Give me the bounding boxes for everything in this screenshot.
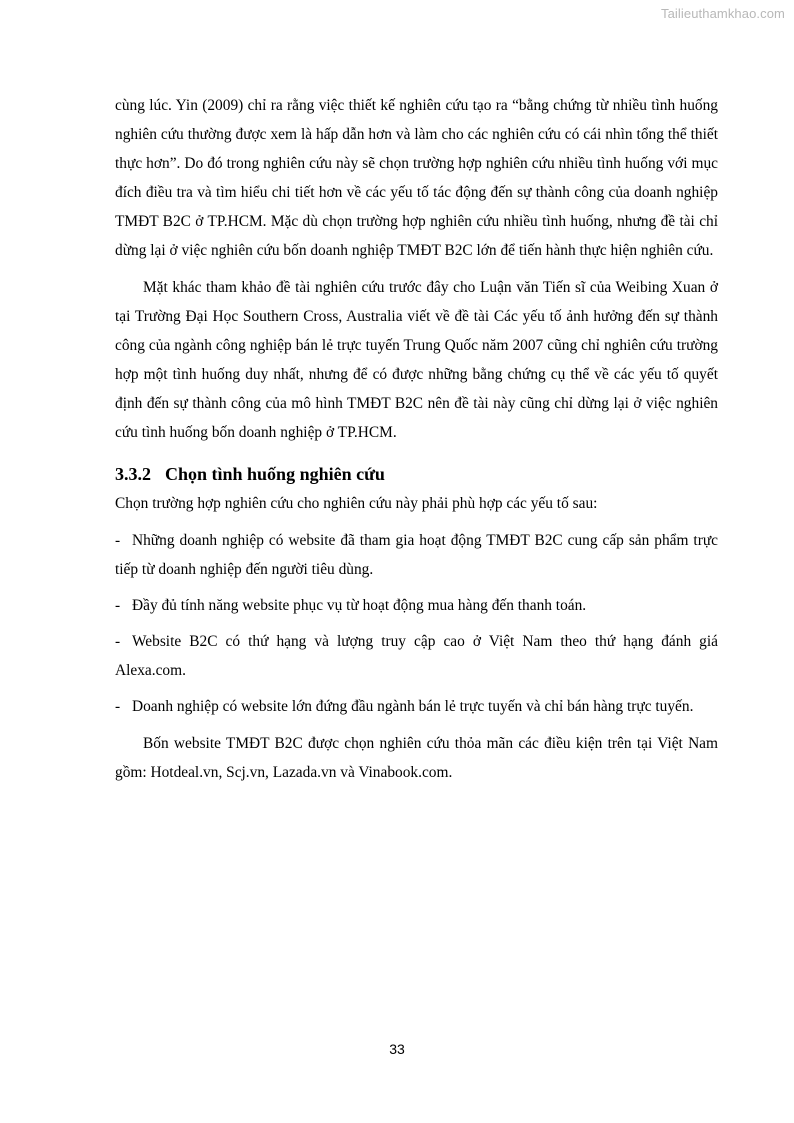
section-title: Chọn tình huống nghiên cứu bbox=[165, 464, 385, 484]
paragraph-2: Mặt khác tham khảo đề tài nghiên cứu trước đây cho Luận văn Tiến sĩ của Weibing Xuan ở tại Trường Đại Học Southern Cross, Australia viết về đề tài Các yếu tố ảnh hưởng đến sự thành công của ngành công nghiệp bán lẻ trực tuyến Trung Quốc năm 2007 cũng chỉ nghiên cứu trường hợp một tình huống duy nhất, nhưng để có được những bằng chứng cụ thể về các yếu tố quyết định đến sự thành công của mô hình TMĐT B2C nên đề tài này cũng chỉ dừng lại ở việc nghiên cứu tình huống bốn doanh nghiệp ở TP.HCM. bbox=[115, 279, 718, 441]
page-number: 33 bbox=[389, 1041, 405, 1057]
bullet-text: Doanh nghiệp có website lớn đứng đầu ngành bán lẻ trực tuyến và chỉ bán hàng trực tuyến. bbox=[132, 698, 694, 715]
watermark: Tailieuthamkhao.com bbox=[660, 6, 785, 21]
section-number: 3.3.2 bbox=[115, 464, 151, 484]
bullet-text: Website B2C có thứ hạng và lượng truy cập cao ở Việt Nam theo thứ hạng đánh giá Alexa.com. bbox=[115, 633, 718, 679]
bullet-dash: - bbox=[115, 698, 121, 715]
bullet-item bbox=[115, 526, 718, 584]
section-heading bbox=[115, 460, 718, 489]
paragraph-1: cùng lúc. Yin (2009) chỉ ra rằng việc thiết kế nghiên cứu tạo ra “bằng chứng từ nhiều tình huống nghiên cứu thường được xem là hấp dẫn hơn và làm cho các nghiên cứu có cái nhìn tổng thể thiết thực hơn”. Do đó trong nghiên cứu này sẽ chọn trường hợp nghiên cứu nhiều tình huống với mục đích điều tra và tìm hiểu chi tiết hơn về các yếu tố tác động đến sự thành công của doanh nghiệp TMĐT B2C ở TP.HCM. Mặc dù chọn trường hợp nghiên cứu nhiều tình huống, nhưng đề tài chỉ dừng lại ở việc nghiên cứu bốn doanh nghiệp TMĐT B2C lớn để tiến hành thực hiện nghiên cứu. bbox=[115, 97, 718, 259]
document-body bbox=[115, 91, 718, 787]
bullet-item bbox=[115, 692, 718, 721]
bullet-item bbox=[115, 591, 718, 620]
bullet-dash: - bbox=[115, 532, 121, 549]
bullet-text: Đầy đủ tính năng website phục vụ từ hoạt động mua hàng đến thanh toán. bbox=[132, 597, 587, 614]
bullet-dash: - bbox=[115, 633, 121, 650]
paragraph-final: Bốn website TMĐT B2C được chọn nghiên cứu thỏa mãn các điều kiện trên tại Việt Nam gồm: Hotdeal.vn, Scj.vn, Lazada.vn và Vinabook.com. bbox=[115, 735, 718, 781]
section-intro: Chọn trường hợp nghiên cứu cho nghiên cứu này phải phù hợp các yếu tố sau: bbox=[115, 495, 598, 512]
bullet-dash: - bbox=[115, 597, 121, 614]
bullet-text: Những doanh nghiệp có website đã tham gia hoạt động TMĐT B2C cung cấp sản phẩm trực tiếp từ doanh nghiệp đến người tiêu dùng. bbox=[115, 532, 718, 578]
bullet-item bbox=[115, 627, 718, 685]
